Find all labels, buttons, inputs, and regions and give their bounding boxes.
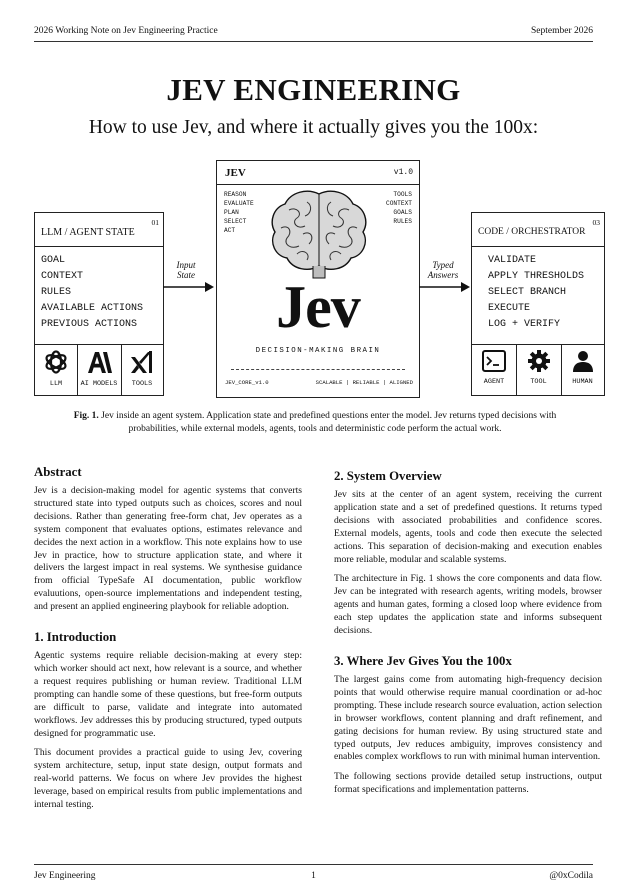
state-item: PREVIOUS ACTIONS: [41, 319, 138, 330]
orchestrator-item: EXECUTE: [488, 303, 531, 314]
right-column: [334, 469, 602, 797]
jev-core-version: JEV_CORE_v1.0: [225, 379, 269, 386]
running-header-left: 2026 Working Note on Jev Engineering Practice: [34, 26, 218, 36]
agent-state-box: [34, 212, 164, 396]
state-item: RULES: [41, 287, 72, 298]
page-number: 1: [311, 871, 316, 881]
header-rule: [34, 41, 593, 42]
overview-heading: 2. System Overview: [334, 469, 442, 483]
orchestrator-item: VALIDATE: [488, 255, 537, 266]
ai-models-label: AI MODELS: [80, 380, 118, 388]
output-arrow: [419, 281, 471, 293]
jev-left-list: REASON EVALUATE PLAN SELECT ACT: [224, 191, 254, 234]
openai-icon: [43, 349, 69, 375]
jev-right-list: TOOLS CONTEXT GOALS RULES: [386, 191, 412, 225]
gives-paragraph-1: The largest gains come from automating high-frequency decision points that would otherwise require manual coordination or ad-hoc prompting. These include research source evaluation, action selection in browser workflows, content planning and draft refinement, and gating decisions for human review. By using structured state and typed outputs, Jev reduces ambiguity, improves consistency and enables complex workflows to run with minimal human intervention.: [334, 673, 602, 763]
intro-paragraph-1: Agentic systems require reliable decision-making at every step: which worker should act next, how relevant is a source, and whether a request requires publishing or human review. Traditional LLM prompting can handle some of these questions, but free-form outputs are difficult to parse, validate and integrate into automated workflows. Jev addresses this by producing structured, typed outputs designed for programmatic use.: [34, 650, 302, 739]
jev-core-box: [216, 160, 420, 398]
decision-brain-label: DECISION-MAKING BRAIN: [255, 347, 381, 355]
jev-version: v1.0: [393, 168, 413, 177]
orchestrator-list: [488, 253, 584, 333]
brain-illustration: [267, 188, 371, 280]
agent-state-number: 01: [151, 218, 159, 227]
footer-right: @0xCodila: [549, 871, 593, 881]
intro-paragraph-2: This document provides a practical guide to using Jev, covering system architecture, setup, input state design, output formats and real-world patterns. We focus on where Jev provides the highest leverage, based on empirical results from public implementations and internal testing.: [34, 747, 302, 811]
state-item: CONTEXT: [41, 271, 84, 282]
intro-heading: 1. Introduction: [34, 630, 117, 645]
typed-answers-label: Typed Answers: [427, 260, 459, 280]
human-label: HUMAN: [572, 378, 593, 386]
orchestrator-box: [471, 212, 605, 396]
agent-label: AGENT: [483, 378, 505, 386]
left-column: [34, 465, 302, 812]
gives-heading: 3. Where Jev Gives You the 100x: [334, 653, 512, 668]
abstract-text: Jev is a decision-making model for agentic systems that converts structured state into typed outputs such as choices, scores and noul decisions. Rather than generating free-form chat, Jev operates as a system component that evaluates options, estimates relevance and decides the next action in a workflow. This note explains how to use Jev in practice, how to structure application state, and where it delivers the largest impact in real systems. We synthesise guidance from official TypeSafe AI documentation, public workflow evaluutions, open-source implementations and independent testing, and present an applied engineering playbook for reliable adoption.: [34, 485, 302, 613]
orchestrator-item: APPLY THRESHOLDS: [488, 271, 585, 282]
terminal-icon: [481, 349, 507, 373]
llm-label: LLM: [49, 380, 63, 388]
page-title: JEV ENGINEERING: [166, 72, 461, 107]
input-arrow: [163, 281, 215, 293]
input-state-label: Input State: [176, 260, 196, 280]
jev-logo: Jev: [276, 274, 360, 340]
orchestrator-item: LOG + VERIFY: [488, 319, 561, 330]
gear-icon: [526, 349, 552, 373]
state-item: AVAILABLE ACTIONS: [41, 303, 144, 314]
anthropic-icon: [86, 349, 112, 375]
orchestrator-number: 03: [592, 218, 600, 227]
orchestrator-title: CODE / ORCHESTRATOR: [478, 227, 586, 237]
tool-label: TOOL: [530, 378, 547, 386]
orchestrator-item: SELECT BRANCH: [488, 287, 567, 298]
person-icon: [570, 349, 596, 373]
tools-label: TOOLS: [131, 380, 153, 388]
jev-box-title: JEV: [225, 167, 246, 179]
figure-1: [0, 160, 627, 405]
overview-paragraph-2: The architecture in Fig. 1 shows the core components and data flow. Jev can be integrated with research agents, writing models, browser agents and human gates, forming a closed loop where evidence from each step updates the application state and informs subsequent decisions.: [334, 573, 602, 637]
running-header-right: September 2026: [530, 26, 593, 36]
gives-paragraph-2: The following sections provide detailed setup instructions, output format specifications and implementation patterns.: [334, 771, 602, 796]
x-ai-icon: [129, 349, 155, 375]
jev-core-tags: SCALABLE | RELIABLE | ALIGNED: [315, 379, 413, 386]
footer-rule: [34, 864, 593, 865]
agent-state-list: [41, 253, 143, 333]
figure-caption: Fig. 1. Jev inside an agent system. Application state and predefined questions enter the model. Jev returns typed decisions with probabilities, while external models, agents, tools and deterministic code perform the actual work.: [73, 411, 557, 434]
state-item: GOAL: [41, 255, 66, 266]
abstract-heading: Abstract: [34, 465, 82, 479]
agent-state-title: LLM / AGENT STATE: [41, 227, 135, 238]
footer-left: Jev Engineering: [34, 871, 96, 881]
overview-paragraph-1: Jev sits at the center of an agent system, receiving the current application state and a set of predefined questions. It returns typed decisions with associated probabilities and confidence scores. External models, agents, tools and code then execute the selected actions. This separation of decision-making and execution enables more reliable, modular and scalable systems.: [334, 489, 602, 565]
page-subtitle: How to use Jev, and where it actually gives you the 100x:: [88, 117, 539, 138]
